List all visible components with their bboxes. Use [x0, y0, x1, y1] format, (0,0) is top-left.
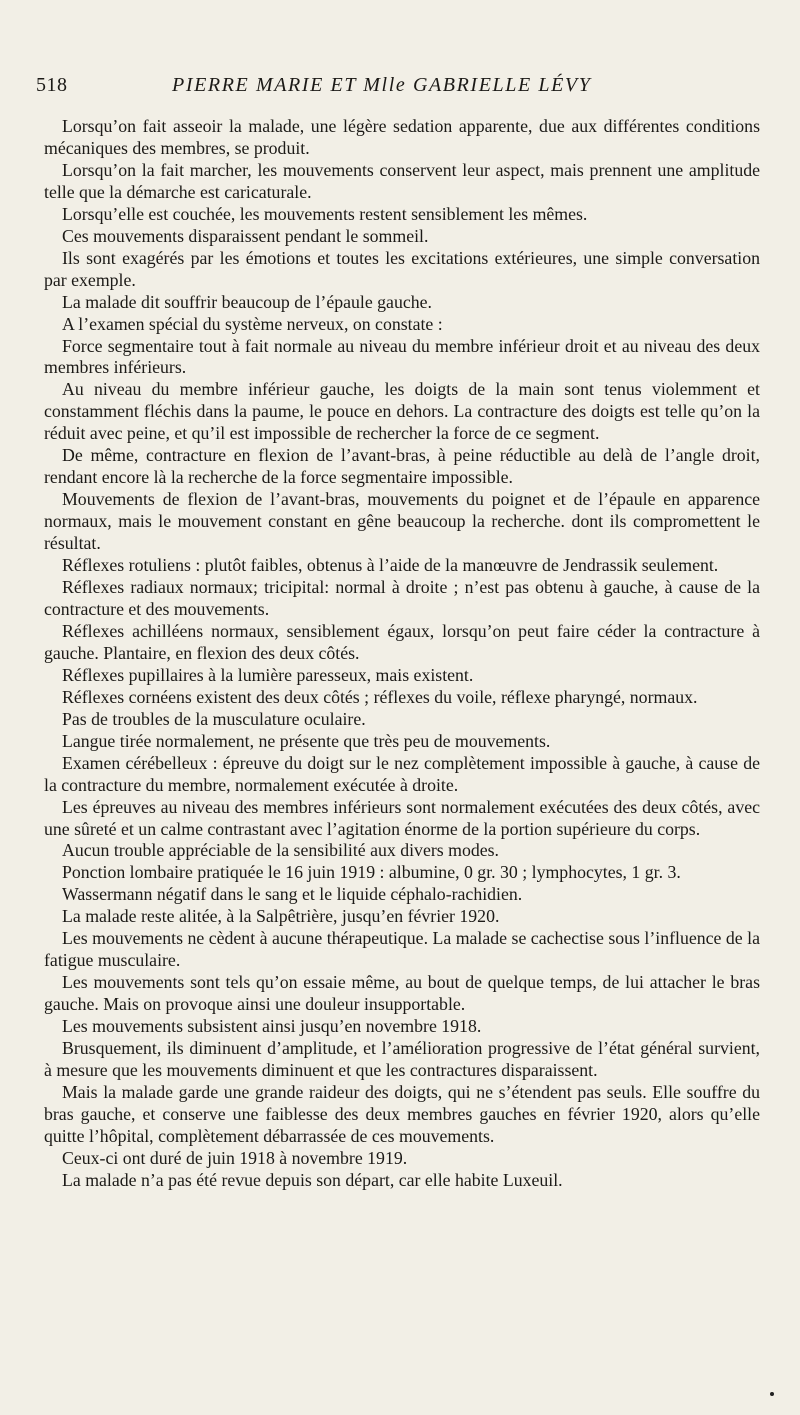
paragraph: Aucun trouble appréciable de la sensibilité aux divers modes.	[62, 840, 499, 861]
ink-speck	[770, 1392, 774, 1396]
paragraph: A l’examen spécial du système nerveux, on constate :	[62, 313, 443, 334]
page-header	[36, 74, 756, 100]
paragraph: Réflexes radiaux normaux; tricipital: normal à droite ; n’est pas obtenu à gauche, à cause de la contracture et des mouvements.	[44, 577, 760, 619]
paragraph: Langue tirée normalement, ne présente que très peu de mouvements.	[62, 730, 551, 751]
paragraph: Ils sont exagérés par les émotions et toutes les excitations extérieures, une simple conversation par exemple.	[44, 247, 760, 290]
paragraph: Brusquement, ils diminuent d’amplitude, et l’amélioration progressive de l’état général survient, à mesure que les mouvements diminuent et que les contractures disparaissent.	[44, 1038, 760, 1080]
paragraph: Réflexes rotuliens : plutôt faibles, obtenus à l’aide de la manœuvre de Jendrassik seulement.	[62, 555, 719, 576]
paragraph: La malade dit souffrir beaucoup de l’épaule gauche.	[62, 291, 432, 312]
paragraph: Les épreuves au niveau des membres inférieurs sont normalement exécutées des deux côtés, avec une sûreté et un calme contrastant avec l’agitation énorme de la portion supérieure du corps.	[44, 796, 760, 839]
paragraph: Lorsqu’elle est couchée, les mouvements restent sensiblement les mêmes.	[62, 203, 588, 224]
paragraph: Réflexes achilléens normaux, sensiblement égaux, lorsqu’on peut faire céder la contracture à gauche. Plantaire, en flexion des deux côtés.	[44, 620, 760, 663]
paragraph: De même, contracture en flexion de l’avant-bras, à peine réductible au delà de l’angle droit, rendant encore là la recherche de la force segmentaire impossible.	[44, 445, 760, 488]
paragraph: Mouvements de flexion de l’avant-bras, mouvements du poignet et de l’épaule en apparence normaux, mais le mouvement constant en gêne beaucoup la recherche. dont ils compromettent le résultat.	[44, 489, 760, 554]
paragraph: Examen cérébelleux : épreuve du doigt sur le nez complètement impossible à gauche, à cause de la contracture du membre, normalement exécutée à droite.	[44, 752, 760, 795]
paragraph: Au niveau du membre inférieur gauche, les doigts de la main sont tenus violemment et constamment fléchis dans la paume, le pouce en dehors. La contracture des doigts est telle qu’on la réduit avec peine, et qu’il est impossible de rechercher la force de ce segment.	[44, 379, 760, 444]
running-title: PIERRE MARIE ET Mlle GABRIELLE LÉVY	[172, 74, 592, 96]
paragraph: La malade reste alitée, à la Salpêtrière, jusqu’en février 1920.	[62, 906, 500, 927]
paragraph: Les mouvements sont tels qu’on essaie même, au bout de quelque temps, de lui attacher le bras gauche. Mais on provoque ainsi une douleur insupportable.	[44, 972, 760, 1015]
page-number: 518	[36, 74, 68, 96]
paragraph: Lorsqu’on la fait marcher, les mouvements conservent leur aspect, mais prennent une amplitude telle que la démarche est caricaturale.	[44, 159, 760, 202]
paragraph: La malade n’a pas été revue depuis son départ, car elle habite Luxeuil.	[62, 1169, 563, 1190]
paragraph: Réflexes cornéens existent des deux côtés ; réflexes du voile, réflexe pharyngé, normaux.	[62, 686, 698, 707]
paragraph: Réflexes pupillaires à la lumière paresseux, mais existent.	[62, 664, 474, 685]
body-text	[44, 116, 760, 1192]
paragraph: Lorsqu’on fait asseoir la malade, une légère sedation apparente, due aux différentes conditions mécaniques des membres, se produit.	[44, 116, 760, 158]
paragraph: Les mouvements ne cèdent à aucune thérapeutique. La malade se cachectise sous l’influence de la fatigue musculaire.	[44, 928, 760, 971]
paragraph: Pas de troubles de la musculature oculaire.	[62, 708, 366, 729]
paragraph: Ponction lombaire pratiquée le 16 juin 1919 : albumine, 0 gr. 30 ; lymphocytes, 1 gr. 3.	[62, 862, 681, 883]
paragraph: Ceux-ci ont duré de juin 1918 à novembre 1919.	[62, 1147, 408, 1168]
paragraph: Force segmentaire tout à fait normale au niveau du membre inférieur droit et au niveau des deux membres inférieurs.	[44, 335, 760, 378]
paragraph: Les mouvements subsistent ainsi jusqu’en novembre 1918.	[62, 1016, 482, 1037]
paragraph: Wassermann négatif dans le sang et le liquide céphalo-rachidien.	[62, 884, 523, 905]
paragraph: Ces mouvements disparaissent pendant le sommeil.	[62, 225, 429, 246]
paragraph: Mais la malade garde une grande raideur des doigts, qui ne s’étendent pas seuls. Elle souffre du bras gauche, et conserve une faiblesse des deux membres gauches en février 1920, alors qu’elle quitte l’hôpital, complètement débarrassée de ces mouvements.	[44, 1081, 760, 1146]
